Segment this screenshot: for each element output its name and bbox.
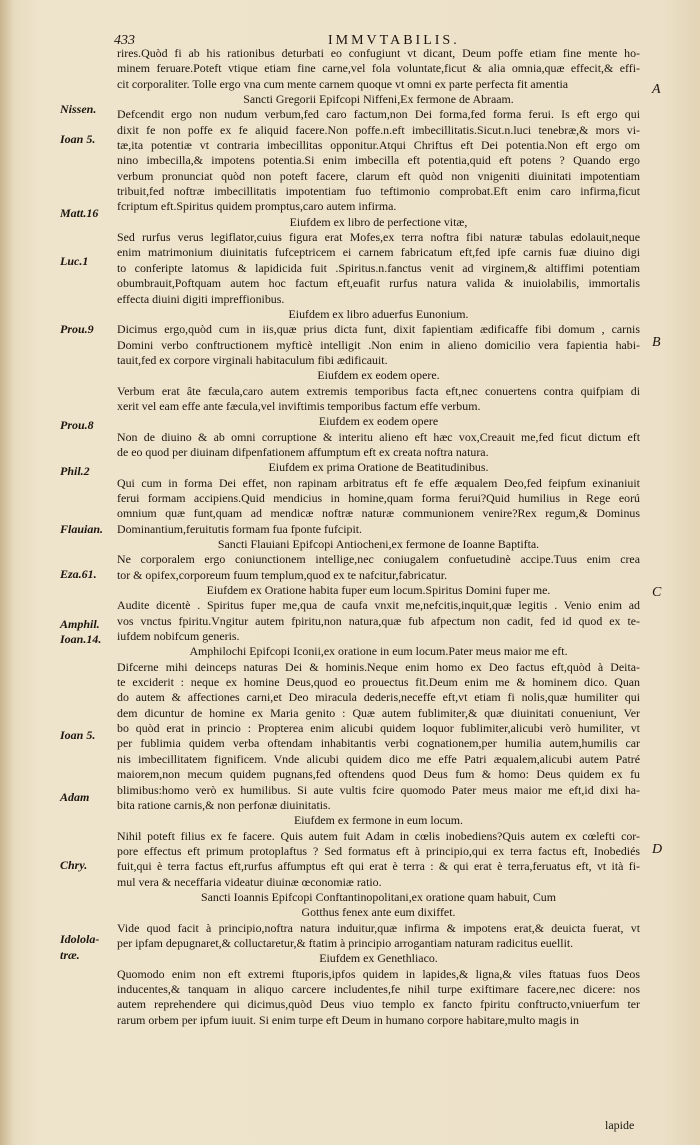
text-line: enim matrimonium diuinitatis fufceptricem ei carnem fabricatum eft,fed ipfe carnis fuæ diuino digi <box>117 245 640 260</box>
text-line: rires.Quòd fi ab his rationibus deturbati eo confugiunt vt dicant, Deum poffe etiam fine mente ho- <box>117 46 640 60</box>
text-line: mul vera & neceffaria videatur diuinæ œconomiæ ratio. <box>117 874 382 889</box>
section-heading: Sancti Flauiani Epifcopi Antiocheni,ex fermone de Ioanne Baptifta. <box>217 537 540 551</box>
text-line: maiorem,non mecum quidem pugnans,fed oftendens quod Deus fum & homo: Deus quidem ex fu <box>117 767 640 782</box>
section-heading: Eiufdem ex fermone in eum locum. <box>293 813 464 828</box>
section-heading: Eiufdem ex Genethliaco. <box>319 951 438 966</box>
text-line: vos vnctus fpiritu.Vngitur autem fpiritu,non natura,quæ fub afpectum non cadit, fed id quod ex te- <box>117 613 640 628</box>
margin-note: Matt.16 <box>60 206 99 220</box>
text-line: bita ratione carnis,& non perfonæ diuinitatis. <box>117 797 331 812</box>
margin-note: Chry. <box>60 858 88 872</box>
section-letter: A <box>652 82 661 97</box>
margin-note: Nissen. <box>60 102 97 116</box>
text-line: nis imbecillitatem fignificem. Vnde alicubi quidem dico me effe Patri æqualem,alicubi autem Patré <box>117 751 640 766</box>
margin-note: Eza.61. <box>60 567 97 581</box>
text-line: Domini verbo conftructionem myfticè intelligit .Non enim in alieno domicilio vera fapientia habi- <box>117 337 640 352</box>
margin-notes <box>0 0 110 1145</box>
text-line: Audite dicentè . Spiritus fuper me,qua de caufa vnxit me,nefcitis,inquit,quæ legitis . Venio enim ad <box>117 598 640 613</box>
margin-note: Flauian. <box>60 522 104 536</box>
text-line: iufdem nobifcum generis. <box>117 629 240 644</box>
text-line: Dominantium,feruitutis formam fua fponte fufcipit. <box>117 521 363 536</box>
margin-note: Ioan.14. <box>60 632 102 646</box>
text-line: pore effectus eft primum protoplaftus ? Sed formatus eft à principio,qui ex terra factus eft, Inobediés <box>117 843 640 858</box>
text-line: cit corporaliter. Tolle ergo vna cum mente carnem quoque vt omni ex parte perfecta fit amentia <box>117 76 569 91</box>
margin-note: Adam <box>60 790 90 804</box>
text-line: omnium quæ funt,quam ad mendicæ noftræ naturæ communionem venire?Rex regum,& Dominus <box>117 506 640 521</box>
text-line: inducentes,& tanquam in aliquo carcere includentes,fe nihil turpe exiftimare facere,nec dicere: nos <box>117 981 640 996</box>
catchword: lapide <box>605 1118 635 1132</box>
text-line: fuit,qui è terra factus eft,rurfus affumptus eft qui erat è terra : & qui erat è terra,feruatus eft, vt ità fi- <box>117 859 640 874</box>
text-line: rarum orbem per ipfum iuuit. Si enim turpe eft Deum in humano corpore habitare,multo magis in <box>117 1012 579 1027</box>
section-heading: Eiufdem ex prima Oratione de Beatitudinibus. <box>268 460 489 475</box>
section-heading: Eiufdem ex libro aduerfus Eunonium. <box>288 306 469 321</box>
text-line: tæ,ita potentiæ vt contraria imbecillitas opponitur.Atqui Chriftus eft Dei potentia.Non eft ergo om <box>117 138 640 153</box>
margin-note: træ. <box>60 948 80 962</box>
text-line: Sed rurfus verus legiflator,cuius figura erat Mofes,ex terra noftra fibi naturæ tabulas edolauit,neque <box>117 230 640 245</box>
text-line: te exciderit : neque ex homine Deus,quod eo prouectus fit.Deum enim me & hominem dico. Quan <box>117 675 640 690</box>
margin-note: Ioan 5. <box>60 728 96 742</box>
body-text <box>117 46 640 1028</box>
text-line: bo quòd erat in princio : Propterea enim alicubi quidem loquor fublimiter,alicubi verò humiliter, vt <box>117 721 640 736</box>
text-line: Dicimus ergo,quòd cum in iis,quæ prius dicta funt, dixit fapientiam ædificaffe fibi domum , carnis <box>117 322 640 337</box>
text-line: fcriptum eft.Spiritus quidem promptus,caro autem infirma. <box>117 199 397 214</box>
margin-note: Luc.1 <box>60 254 89 268</box>
section-heading: Eiufdem ex eodem opere. <box>317 368 440 383</box>
section-heading: Sancti Ioannis Epifcopi Conftantinopolitani,ex oratione quam habuit, Cum <box>200 889 556 904</box>
text-line: per fublimia quidem verba oftendam inhabitantis verbi cognationem,per humilia autem,humilis car <box>117 736 640 751</box>
text-line: do autem & affectiones carni,et Deo miracula dederis,neceffe eft,vt etiam fi nolis,quæ humiliter qui <box>117 690 640 705</box>
text-line: Vide quod facit à principio,noftra natura induitur,quæ infirma & impotens erat,& deuicta fuerat, vt <box>117 920 640 935</box>
section-letter: C <box>652 585 662 600</box>
text-line: per ipfam depugnaret,& colluctaretur,& ftatim à principio arrogantiam naturam radicitus euellit. <box>117 935 574 950</box>
text-line: tauit,fed ex corpore virginali habitaculum fibi ædificauit. <box>117 352 388 367</box>
text-line: dixit fe non poffe ex fe aliquid facere.Non poffe.n.eft imbecillitatis.Sicut.n.luci tenebræ,& mors vi- <box>117 122 640 137</box>
section-letter: D <box>652 842 663 857</box>
page-number: 433 <box>114 33 135 48</box>
section-heading: Eiufdem ex libro de perfectione vitæ, <box>289 214 468 229</box>
text-line: Non de diuino & ab omni corruptione & interitu alieno eft hæc vox,Creauit me,fed ficut dictum eft <box>117 429 640 444</box>
section-heading: Amphilochi Epifcopi Iconii,ex oratione in eum locum.Pater meus maior me eft. <box>189 644 568 659</box>
margin-note: Phil.2 <box>60 464 90 478</box>
text-line: Ne corporalem ergo coniunctionem intellige,nec coniugalem confuetudinè accipe.Tuus enim crea <box>117 552 640 567</box>
text-line: Defcendit ergo non nudum verbum,fed caro factum,non Dei forma,fed forma ferui. Is eft ergo qui <box>117 107 640 122</box>
text-line: Difcerne mihi deinceps naturas Dei & hominis.Neque enim homo ex Deo factus eft,quòd à Deita- <box>117 659 640 674</box>
margin-note: Prou.8 <box>60 418 94 432</box>
margin-note: Amphil. <box>60 617 100 631</box>
text-line: Nihil poteft filius ex fe facere. Quis autem fuit Adam in cœlis inobediens?Quis autem ex cœlefti cor- <box>117 828 640 843</box>
running-title: IMMVTABILIS. <box>328 33 460 48</box>
text-line: ferui formam accipiens.Quid mendicius in homine,quam forma ferui?Quid humilius in Rege eorú <box>117 490 640 505</box>
margin-note: Idolola- <box>60 932 100 946</box>
text-line: verbum pronunciat quòd non poteft facere, clarum eft quòd non vnigeniti diuinitati impotentiam <box>117 168 640 183</box>
text-line: to conferipte latomus & lapidicida fuit .Spiritus.n.fanctus venit ad virginem,& altiffimi potentiam <box>117 260 640 275</box>
text-line: tribuit,fed noftræ imbecillitatis impotentiam fuo teftimonio comprobat.Eft enim caro infirma,ficut <box>117 184 640 199</box>
text-line: Quomodo enim non eft extremi ftuporis,ipfos quidem in lapides,& ligna,& viles ftatuas fuos Deos <box>117 966 640 981</box>
text-line: autem reprehendere qui dicimus,quòd Deus viuo templo ex fancto fpiritu conftructo,vniuerfum ter <box>117 997 640 1012</box>
text-line: blimibus:homo verò ex humilibus. Si aute vultis fcire quomodo Pater meus maior me eft,id dixi ha- <box>117 782 640 797</box>
text-line: Verbum erat âte fæcula,caro autem extremis temporibus facta eft,nec conuertens contra quifpiam di <box>117 383 640 398</box>
section-letter: B <box>652 335 661 350</box>
text-line: obumbrauit,Poftquam autem hoc factum eft,euafit rurfus natura valida & inuiolabilis, immortalis <box>117 276 640 291</box>
text-line: dem dicuntur de homine ex Maria genito : Quæ autem fublimiter,& quæ diuinitati conueniunt, Ver <box>117 705 640 720</box>
text-line: xerit vel eam effe ante fæcula,vel inviftimis temporibus factum effe verbum. <box>117 398 481 413</box>
text-line: Qui cum in forma Dei effet, non rapinam arbitratus eft fe effe æqualem Deo,fed feipfum exinaniuit <box>117 475 640 490</box>
text-line: tor & opifex,corporeum fuum templum,quod ex te nafcitur,fabricatur. <box>117 567 448 582</box>
section-heading: Eiufdem ex Oratione habita fuper eum locum.Spiritus Domini fuper me. <box>206 583 551 598</box>
margin-note: Ioan 5. <box>60 132 96 146</box>
section-heading: Sancti Gregorii Epifcopi Niffeni,Ex fermone de Abraam. <box>243 92 514 107</box>
margin-note: Prou.9 <box>60 322 94 336</box>
section-heading: Gotthus fenex ante eum dixiffet. <box>301 905 456 920</box>
text-line: effecta diuini digiti impreffionibus. <box>117 291 285 306</box>
text-line: de eo quod per diuinam difpenfationem affumptum eft ex creata noftra natura. <box>117 444 489 459</box>
text-line: nino imbecilla,& impotens potentia.Si enim imbecilla eft potentia,quid eft potens ? Quando ergo <box>117 153 640 168</box>
text-line: minem feruare.Poteft vtique etiam fine carne,vel fola voluntate,ficut & alia omnia,quæ effecit,& effi- <box>117 61 640 76</box>
section-heading: Eiufdem ex eodem opere <box>318 414 439 429</box>
